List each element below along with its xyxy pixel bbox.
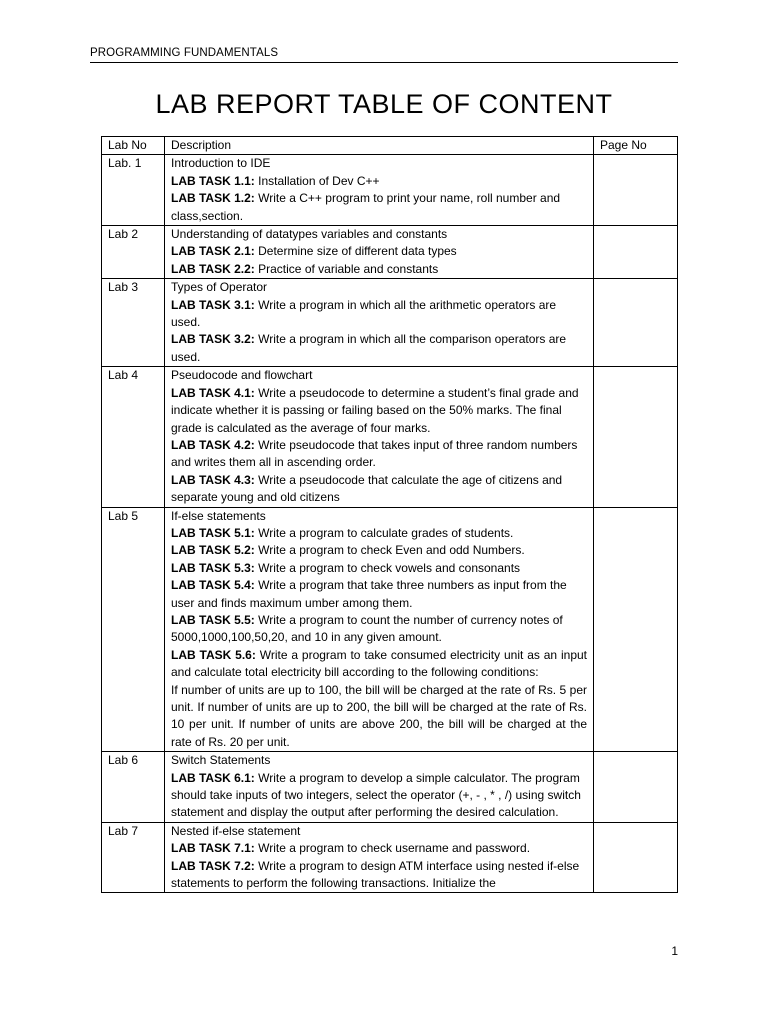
lab-task: [171, 437, 587, 472]
column-header-page-no: Page No: [594, 137, 678, 155]
task-label: LAB TASK 4.1:: [171, 385, 255, 400]
lab-number: Lab 2: [102, 226, 165, 279]
lab-task: [171, 560, 587, 577]
lab-task: [171, 770, 587, 822]
lab-task: [171, 331, 587, 366]
lab-description: [165, 367, 594, 507]
task-text: Write a C++ program to print your name, roll number and class,section.: [171, 191, 561, 223]
table-row: [102, 367, 678, 507]
task-label: LAB TASK 1.2:: [171, 191, 255, 206]
task-text: Write a program in which all the comparison operators are used.: [171, 332, 567, 364]
lab-number: Lab 6: [102, 752, 165, 823]
task-label: LAB TASK 4.3:: [171, 472, 255, 487]
task-text: Write a program to develop a simple calculator. The program should take inputs of two integers, select the operator (+, - , * , /) using switch statement and display the output after performing the desired calculation.: [171, 770, 581, 820]
lab-description: [165, 822, 594, 893]
lab-task: [171, 542, 587, 559]
page-number-cell: [594, 822, 678, 893]
lab-number: Lab 7: [102, 822, 165, 893]
lab-topic: Introduction to IDE: [171, 156, 271, 171]
task-label: LAB TASK 5.3:: [171, 560, 255, 575]
task-label: LAB TASK 5.4:: [171, 578, 255, 593]
lab-number: Lab 4: [102, 367, 165, 507]
table-row: [102, 507, 678, 752]
lab-task: [171, 385, 587, 437]
column-header-lab-no: Lab No: [102, 137, 165, 155]
lab-topic: Understanding of datatypes variables and constants: [171, 227, 448, 242]
task-label: LAB TASK 7.2:: [171, 858, 255, 873]
lab-task: [171, 577, 587, 612]
lab-task: [171, 647, 587, 682]
lab-topic: Switch Statements: [171, 753, 271, 768]
task-label: LAB TASK 5.1:: [171, 525, 255, 540]
lab-description: [165, 226, 594, 279]
task-text: Write a program to design ATM interface using nested if-else statements to perform the following transactions. Initialize the: [171, 858, 580, 891]
page-number-cell: [594, 155, 678, 226]
task-text: Write a pseudocode that calculate the age of citizens and separate young and old citizens: [171, 472, 563, 505]
task-label: LAB TASK 5.5:: [171, 612, 255, 627]
task-text: Write a pseudocode to determine a student’s final grade and indicate whether it is passing or failing based on the 50% marks. The final grade is calculated as the average of four marks.: [171, 385, 579, 435]
task-label: LAB TASK 4.2:: [171, 437, 255, 452]
task-text: Write a program to take consumed electricity unit as an input and calculate total electricity bill according to the following conditions:: [171, 647, 587, 680]
page-number-cell: [594, 226, 678, 279]
table-row: [102, 752, 678, 823]
task-label: LAB TASK 1.1:: [171, 173, 255, 188]
task-label: LAB TASK 5.2:: [171, 543, 255, 558]
lab-task: [171, 297, 587, 332]
task-label: LAB TASK 2.2:: [171, 261, 255, 276]
page-title: LAB REPORT TABLE OF CONTENT: [155, 89, 613, 119]
task-text: Write a program to check Even and odd Numbers.: [254, 543, 525, 558]
lab-task: [171, 173, 587, 190]
task-label: LAB TASK 2.1:: [171, 244, 255, 259]
task-text: Write a program to check username and password.: [254, 841, 531, 856]
task-text: Write pseudocode that takes input of three random numbers and writes them all in ascending order.: [171, 437, 578, 470]
task-label: LAB TASK 5.6:: [171, 647, 256, 662]
lab-description: [165, 507, 594, 752]
task-note: If number of units are up to 100, the bill will be charged at the rate of Rs. 5 per unit. If number of units are up to 200, the bill will be charged at the rate of Rs. 10 per unit. If number of units are above 200, the bill will be charged at the rate of Rs. 20 per unit.: [171, 682, 587, 749]
task-label: LAB TASK 3.2:: [171, 332, 255, 347]
task-text: Write a program that take three numbers as input from the user and finds maximum umber among them.: [171, 578, 567, 610]
table-header-row: [102, 137, 678, 155]
task-text: Write a program to calculate grades of students.: [254, 525, 514, 540]
table-row: [102, 226, 678, 279]
lab-topic: Pseudocode and flowchart: [171, 368, 313, 383]
lab-description: [165, 279, 594, 367]
lab-number: Lab. 1: [102, 155, 165, 226]
task-text: Practice of variable and constants: [254, 261, 439, 276]
lab-topic: Nested if-else statement: [171, 823, 301, 838]
lab-number: Lab 3: [102, 279, 165, 367]
task-label: LAB TASK 7.1:: [171, 841, 255, 856]
table-row: [102, 279, 678, 367]
task-text: Write a program to check vowels and consonants: [254, 560, 521, 575]
lab-description: [165, 752, 594, 823]
lab-task: [171, 840, 587, 857]
task-text: Write a program in which all the arithmetic operators are used.: [171, 297, 557, 330]
page-number-cell: [594, 279, 678, 367]
page-number-cell: [594, 752, 678, 823]
lab-topic: Types of Operator: [171, 280, 268, 295]
table-row: [102, 155, 678, 226]
lab-task: [171, 858, 587, 893]
page-number-cell: [594, 507, 678, 752]
task-label: LAB TASK 3.1:: [171, 297, 255, 312]
task-text: Determine size of different data types: [254, 244, 457, 259]
lab-task: [171, 612, 587, 647]
page-number-cell: [594, 367, 678, 507]
running-header: PROGRAMMING FUNDAMENTALS: [90, 47, 678, 63]
task-text: Installation of Dev C++: [254, 173, 380, 188]
lab-number: Lab 5: [102, 507, 165, 752]
lab-task: [171, 243, 587, 260]
table-row: [102, 822, 678, 893]
task-text: Write a program to count the number of currency notes of 5000,1000,100,50,20, and 10 in any given amount.: [171, 612, 563, 645]
lab-description: [165, 155, 594, 226]
column-header-description: Description: [165, 137, 594, 155]
lab-task: [171, 472, 587, 507]
page-number: 1: [671, 944, 678, 958]
lab-task: [171, 525, 587, 542]
lab-task: [171, 190, 587, 225]
task-label: LAB TASK 6.1:: [171, 770, 255, 785]
toc-table: [101, 136, 678, 893]
lab-task: [171, 261, 587, 278]
lab-topic: If-else statements: [171, 508, 266, 523]
